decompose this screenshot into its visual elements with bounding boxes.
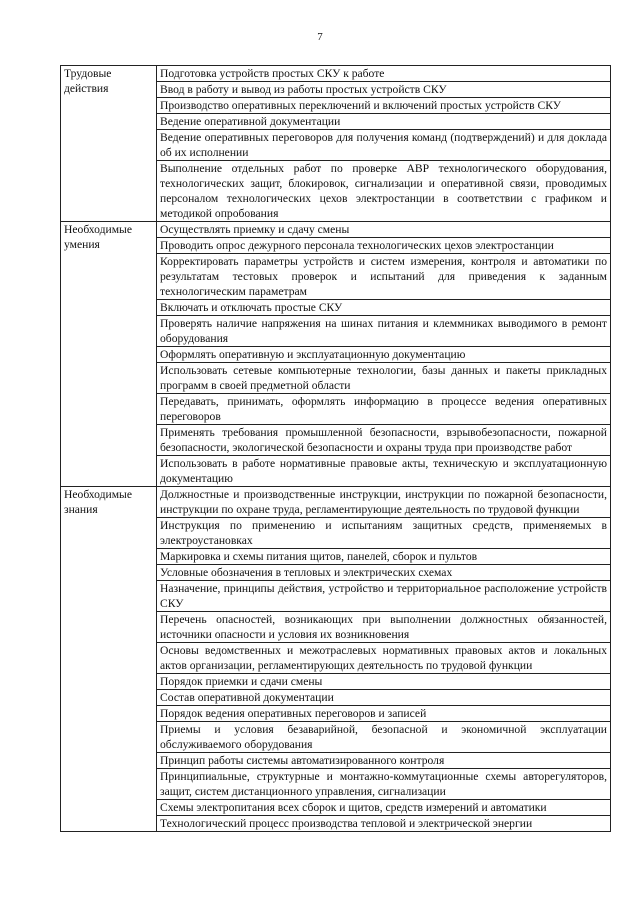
list-item: Передавать, принимать, оформлять информацию в процессе ведения оперативных переговоров — [157, 394, 611, 425]
list-item: Проверять наличие напряжения на шинах питания и клеммниках выводимого в ремонт оборудования — [157, 316, 611, 347]
list-item: Использовать в работе нормативные правовые акты, техническую и эксплуатационную документацию — [157, 456, 611, 487]
list-item: Оформлять оперативную и эксплуатационную документацию — [157, 347, 611, 363]
section-title: Необходимые знания — [61, 487, 157, 832]
list-item: Применять требования промышленной безопасности, взрывобезопасности, пожарной безопасности, экологической безопасности и охраны труда при производстве работ — [157, 425, 611, 456]
list-item: Схемы электропитания всех сборок и щитов, средств измерений и автоматики — [157, 800, 611, 816]
list-item: Порядок ведения оперативных переговоров и записей — [157, 706, 611, 722]
list-item: Перечень опасностей, возникающих при выполнении должностных обязанностей, источники опасности и условия их возникновения — [157, 612, 611, 643]
list-item: Выполнение отдельных работ по проверке АВР технологического оборудования, технологических защит, блокировок, сигнализации и оперативной связи, проводимых персоналом технологических цехов электростанции в соответствии с графиком и методикой опробования — [157, 161, 611, 222]
list-item: Ввод в работу и вывод из работы простых устройств СКУ — [157, 82, 611, 98]
list-item: Назначение, принципы действия, устройство и территориальное расположение устройств СКУ — [157, 581, 611, 612]
list-item: Подготовка устройств простых СКУ к работе — [157, 66, 611, 82]
list-item: Условные обозначения в тепловых и электрических схемах — [157, 565, 611, 581]
list-item: Принципиальные, структурные и монтажно-коммутационные схемы авторегуляторов, защит, систем дистанционного управления, сигнализации — [157, 769, 611, 800]
list-item: Приемы и условия безаварийной, безопасной и экономичной эксплуатации обслуживаемого оборудования — [157, 722, 611, 753]
list-item: Производство оперативных переключений и включений простых устройств СКУ — [157, 98, 611, 114]
table-row — [61, 222, 611, 238]
table-row — [61, 66, 611, 82]
list-item: Принцип работы системы автоматизированного контроля — [157, 753, 611, 769]
list-item: Проводить опрос дежурного персонала технологических цехов электростанции — [157, 238, 611, 254]
competency-table — [60, 65, 611, 832]
list-item: Инструкция по применению и испытаниям защитных средств, применяемых в электроустановках — [157, 518, 611, 549]
competency-table-body — [61, 66, 611, 832]
list-item: Ведение оперативной документации — [157, 114, 611, 130]
list-item: Состав оперативной документации — [157, 690, 611, 706]
list-item: Должностные и производственные инструкции, инструкции по пожарной безопасности, инструкции по охране труда, регламентирующие деятельность по трудовой функции — [157, 487, 611, 518]
list-item: Ведение оперативных переговоров для получения команд (подтверждений) и для доклада об их исполнении — [157, 130, 611, 161]
list-item: Корректировать параметры устройств и систем измерения, контроля и автоматики по результатам тестовых проверок и испытаний для приведения к заданным технологическим параметрам — [157, 254, 611, 300]
section-title: Трудовые действия — [61, 66, 157, 222]
section-title: Необходимые умения — [61, 222, 157, 487]
list-item: Использовать сетевые компьютерные технологии, базы данных и пакеты прикладных программ в своей предметной области — [157, 363, 611, 394]
list-item: Осуществлять приемку и сдачу смены — [157, 222, 611, 238]
table-row — [61, 487, 611, 518]
list-item: Технологический процесс производства тепловой и электрической энергии — [157, 816, 611, 832]
list-item: Порядок приемки и сдачи смены — [157, 674, 611, 690]
list-item: Маркировка и схемы питания щитов, панелей, сборок и пультов — [157, 549, 611, 565]
list-item: Основы ведомственных и межотраслевых нормативных правовых актов и локальных актов организации, регламентирующих деятельность по трудовой функции — [157, 643, 611, 674]
page-number: 7 — [317, 31, 323, 43]
list-item: Включать и отключать простые СКУ — [157, 300, 611, 316]
